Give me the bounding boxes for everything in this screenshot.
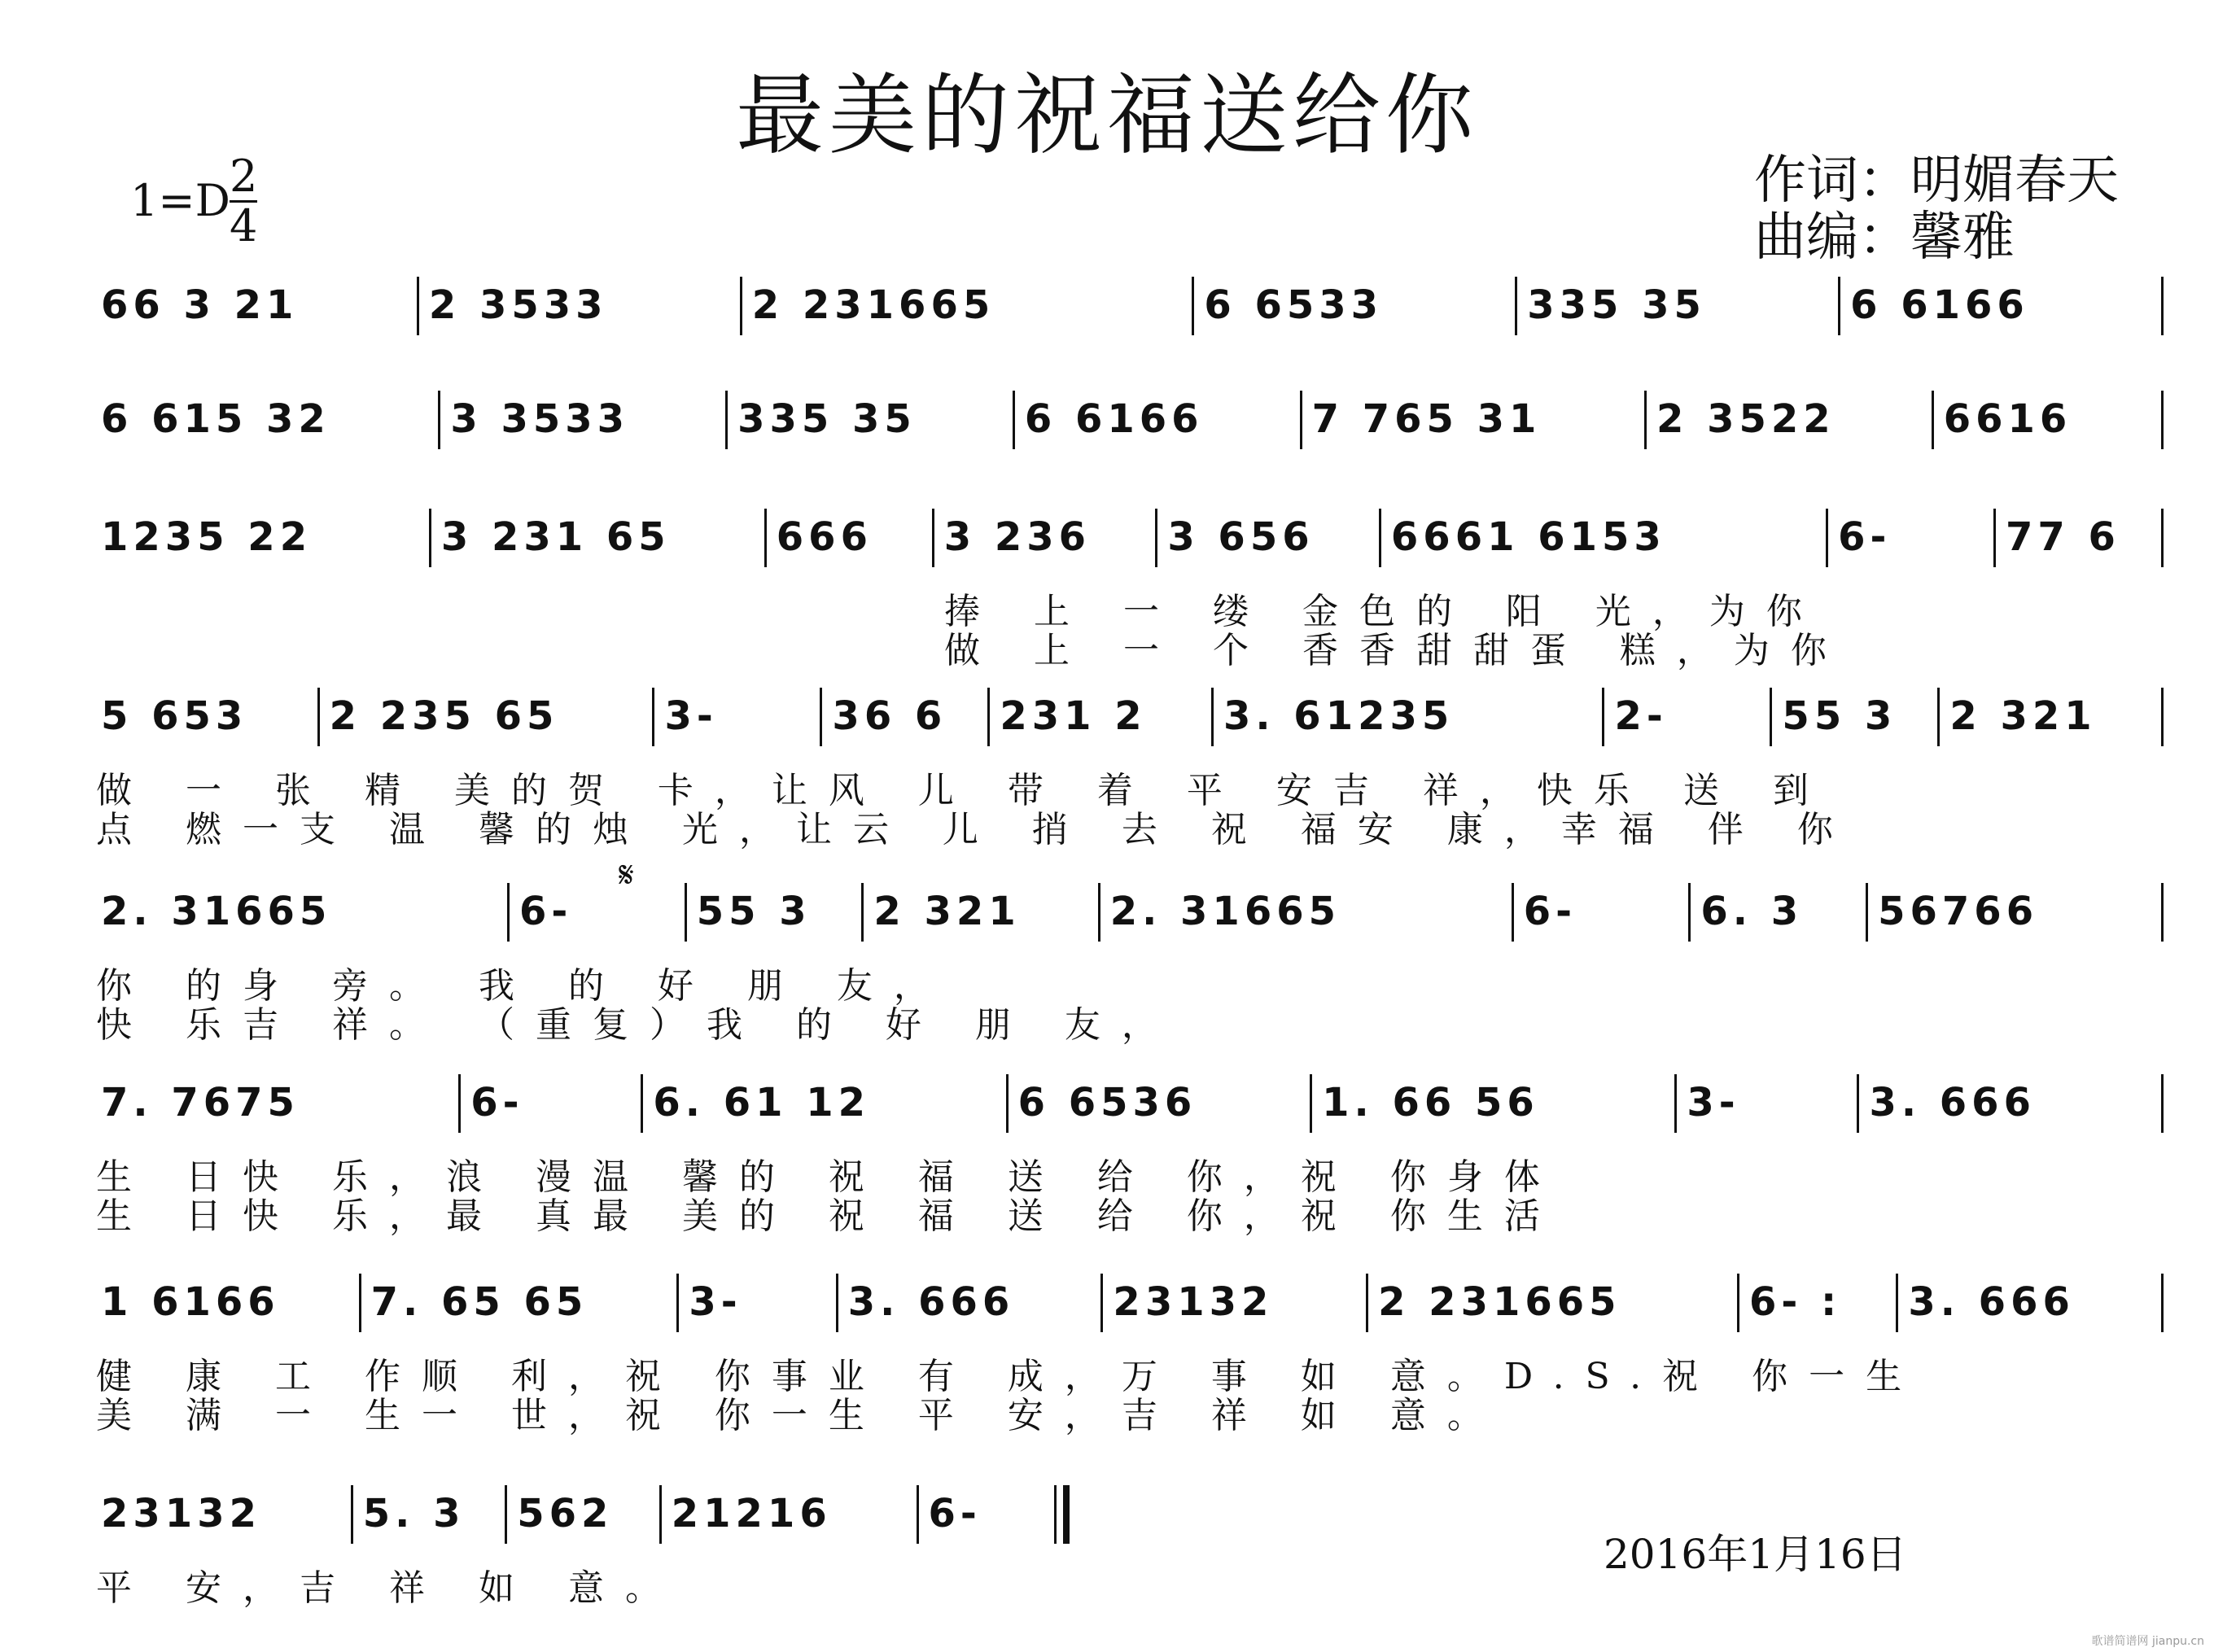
measure — [1514, 875, 1691, 948]
measure — [96, 875, 510, 948]
measure-notes: 1235 22 — [101, 514, 313, 560]
measure — [838, 1265, 1104, 1339]
measure-notes: 3- — [1687, 1080, 1740, 1125]
measure-notes: 335 35 — [737, 396, 917, 442]
measure-notes: 2 3533 — [428, 282, 608, 328]
measure-notes: 335 35 — [1527, 282, 1706, 328]
measure — [767, 500, 934, 574]
measure-notes: 6- — [1838, 514, 1892, 560]
measure-notes: 6 615 32 — [101, 396, 330, 442]
measure — [440, 382, 728, 456]
measure-notes: 2 235 65 — [329, 693, 559, 739]
lyric-line: 快 乐吉 祥。 （重复）我 的 好 朋 友， — [96, 1004, 1179, 1046]
measure-notes: 3 656 — [1167, 514, 1315, 560]
measure-notes: 56766 — [1878, 889, 2039, 934]
time-signature — [230, 153, 257, 250]
measure — [507, 1477, 661, 1550]
measure — [1381, 500, 1828, 574]
measure-notes: 3. 666 — [1869, 1080, 2036, 1125]
measure-notes: 6661 6153 — [1390, 514, 1666, 560]
measure — [461, 1066, 643, 1139]
measure — [1934, 382, 2164, 456]
lyricist-credit: 作词：明媚春天 — [1754, 151, 2119, 211]
measure — [419, 269, 742, 342]
measure — [1996, 500, 2164, 574]
measure-notes: 666 — [776, 514, 873, 560]
score-system — [96, 1066, 2164, 1139]
measure-notes: 3- — [664, 693, 718, 739]
measure — [96, 1265, 361, 1339]
measure — [1739, 1265, 1898, 1339]
measure-notes: 2- — [1614, 693, 1668, 739]
lyric-line: 健 康 工 作顺 利，祝 你事业 有 成，万 事 如 意。D.S.祝 你一生 — [96, 1356, 1923, 1397]
score-system — [96, 875, 2164, 948]
score-system — [96, 1265, 2164, 1339]
measure-notes: 6- — [1523, 889, 1577, 934]
measure — [1194, 269, 1517, 342]
measure-notes: 66 3 21 — [101, 282, 299, 328]
measure — [320, 680, 655, 753]
measure — [1868, 875, 2164, 948]
key-signature: 1=D — [130, 175, 230, 226]
measure — [919, 1477, 1073, 1550]
page-title: 最美的祝福送给你 — [735, 65, 1478, 167]
measure-notes: 3 236 — [943, 514, 1092, 560]
measure — [1898, 1265, 2164, 1339]
measure-notes: 6- — [928, 1491, 982, 1536]
measure-notes: 6 6166 — [1024, 396, 1204, 442]
lyric-line: 点 燃一支 温 馨的烛 光，让云 儿 捎 去 祝 福安 康，幸福 伴 你 — [96, 809, 1854, 850]
measure — [822, 680, 990, 753]
measure-notes: 6- — [470, 1080, 524, 1125]
measure-notes: 3 231 65 — [440, 514, 671, 560]
measure-notes: 3. 666 — [847, 1279, 1015, 1325]
measure-notes: 77 6 — [2006, 514, 2120, 560]
score-system — [96, 382, 2164, 456]
measure — [510, 875, 687, 948]
measure — [1157, 500, 1381, 574]
measure — [96, 500, 431, 574]
measure — [728, 382, 1015, 456]
measure — [431, 500, 767, 574]
measure-notes: 5. 3 — [362, 1491, 466, 1536]
measure — [353, 1477, 507, 1550]
measure-notes: 36 6 — [832, 693, 947, 739]
measure — [679, 1265, 838, 1339]
measure — [361, 1265, 680, 1339]
measure-notes: 21216 — [671, 1491, 832, 1536]
score-system — [96, 680, 2164, 753]
lyric-line: 生 日快 乐，浪 漫温 馨的 祝 福 送 给 你，祝 你身体 — [96, 1156, 1561, 1198]
measure-notes: 6616 — [1943, 396, 2072, 442]
measure-notes: 2 321 — [1949, 693, 2097, 739]
lyric-line: 平 安，吉 祥 如 意。 — [96, 1567, 682, 1609]
measure — [1009, 1066, 1313, 1139]
measure-notes: 6. 3 — [1700, 889, 1804, 934]
measure-notes: 5 653 — [101, 693, 248, 739]
measure — [96, 269, 419, 342]
measure — [934, 500, 1158, 574]
measure — [864, 875, 1100, 948]
watermark: 歌谱简谱网 jianpu.cn — [2091, 1635, 2204, 1648]
measure — [1691, 875, 1868, 948]
measure-notes: 1 6166 — [101, 1279, 280, 1325]
measure — [1677, 1066, 1859, 1139]
measure-notes: 3. 61235 — [1223, 693, 1455, 739]
measure-notes: 2 321 — [873, 889, 1021, 934]
measure-notes: 1. 66 56 — [1322, 1080, 1539, 1125]
measure — [990, 680, 1214, 753]
measure — [96, 382, 440, 456]
measure-notes: 231 2 — [1000, 693, 1147, 739]
measure-notes: 55 3 — [696, 889, 812, 934]
measure — [96, 1477, 353, 1550]
measure — [1772, 680, 1940, 753]
measure-notes: 562 — [517, 1491, 614, 1536]
measure-notes: 55 3 — [1782, 693, 1897, 739]
lyric-line: 生 日快 乐，最 真最 美的 祝 福 送 给 你，祝 你生活 — [96, 1195, 1561, 1237]
measure-notes: 3- — [689, 1279, 742, 1325]
score-system — [96, 269, 2164, 342]
measure-notes: 23132 — [101, 1491, 261, 1536]
segno-icon: 𝄋 — [619, 854, 634, 896]
arranger-credit: 曲编：馨雅 — [1754, 208, 2015, 268]
measure — [1214, 680, 1605, 753]
measure-notes: 7 765 31 — [1311, 396, 1542, 442]
time-signature-bottom: 4 — [230, 200, 258, 251]
measure — [1312, 1066, 1677, 1139]
lyric-line: 做 一 张 精 美的贺 卡，让风 儿 带 着 平 安吉 祥，快乐 送 到 — [96, 770, 1830, 811]
measure — [1368, 1265, 1739, 1339]
lyric-line: 捧 上 一 缕 金色的 阳 光，为你 — [944, 591, 1823, 632]
measure — [1100, 875, 1514, 948]
measure — [1015, 382, 1302, 456]
measure-notes: 6 6533 — [1204, 282, 1384, 328]
measure — [96, 680, 320, 753]
measure-notes: 2 231665 — [751, 282, 995, 328]
measure — [1840, 269, 2164, 342]
measure-notes: 2. 31665 — [1109, 889, 1341, 934]
measure — [1302, 382, 1647, 456]
measure-notes: 2. 31665 — [101, 889, 332, 934]
measure — [687, 875, 864, 948]
measure — [654, 680, 822, 753]
lyric-line: 做 上 一 个 香香甜甜蛋 糕，为你 — [944, 630, 1848, 671]
measure-notes: 6- — [519, 889, 573, 934]
measure-notes: 2 231665 — [1378, 1279, 1621, 1325]
lyric-line: 美 满 一 生一 世，祝 你一生 平 安，吉 祥 如 意。 — [96, 1395, 1504, 1436]
measure — [742, 269, 1195, 342]
score-system — [96, 500, 2164, 574]
time-signature-top: 2 — [230, 151, 258, 202]
measure-notes: 7. 7675 — [101, 1080, 300, 1125]
measure-notes: 6- : — [1748, 1279, 1842, 1325]
measure — [643, 1066, 1008, 1139]
measure — [1859, 1066, 2164, 1139]
measure — [1604, 680, 1772, 753]
measure-notes: 3. 666 — [1908, 1279, 2075, 1325]
measure — [1940, 680, 2164, 753]
measure — [1103, 1265, 1368, 1339]
measure — [1517, 269, 1840, 342]
measure-notes: 7. 65 65 — [370, 1279, 589, 1325]
measure — [1647, 382, 1934, 456]
measure-notes: 23132 — [1113, 1279, 1274, 1325]
measure — [96, 1066, 461, 1139]
measure-notes: 6. 61 12 — [653, 1080, 870, 1125]
date: 2016年1月16日 — [1604, 1531, 1907, 1578]
lyric-line: 你 的身 旁。 我 的 好 朋 友， — [96, 965, 951, 1007]
measure — [662, 1477, 919, 1550]
measure-notes: 6 6536 — [1017, 1080, 1197, 1125]
measure — [1828, 500, 1996, 574]
measure-notes: 2 3522 — [1656, 396, 1836, 442]
measure-notes: 3 3533 — [450, 396, 630, 442]
measure-notes: 6 6166 — [1850, 282, 2029, 328]
